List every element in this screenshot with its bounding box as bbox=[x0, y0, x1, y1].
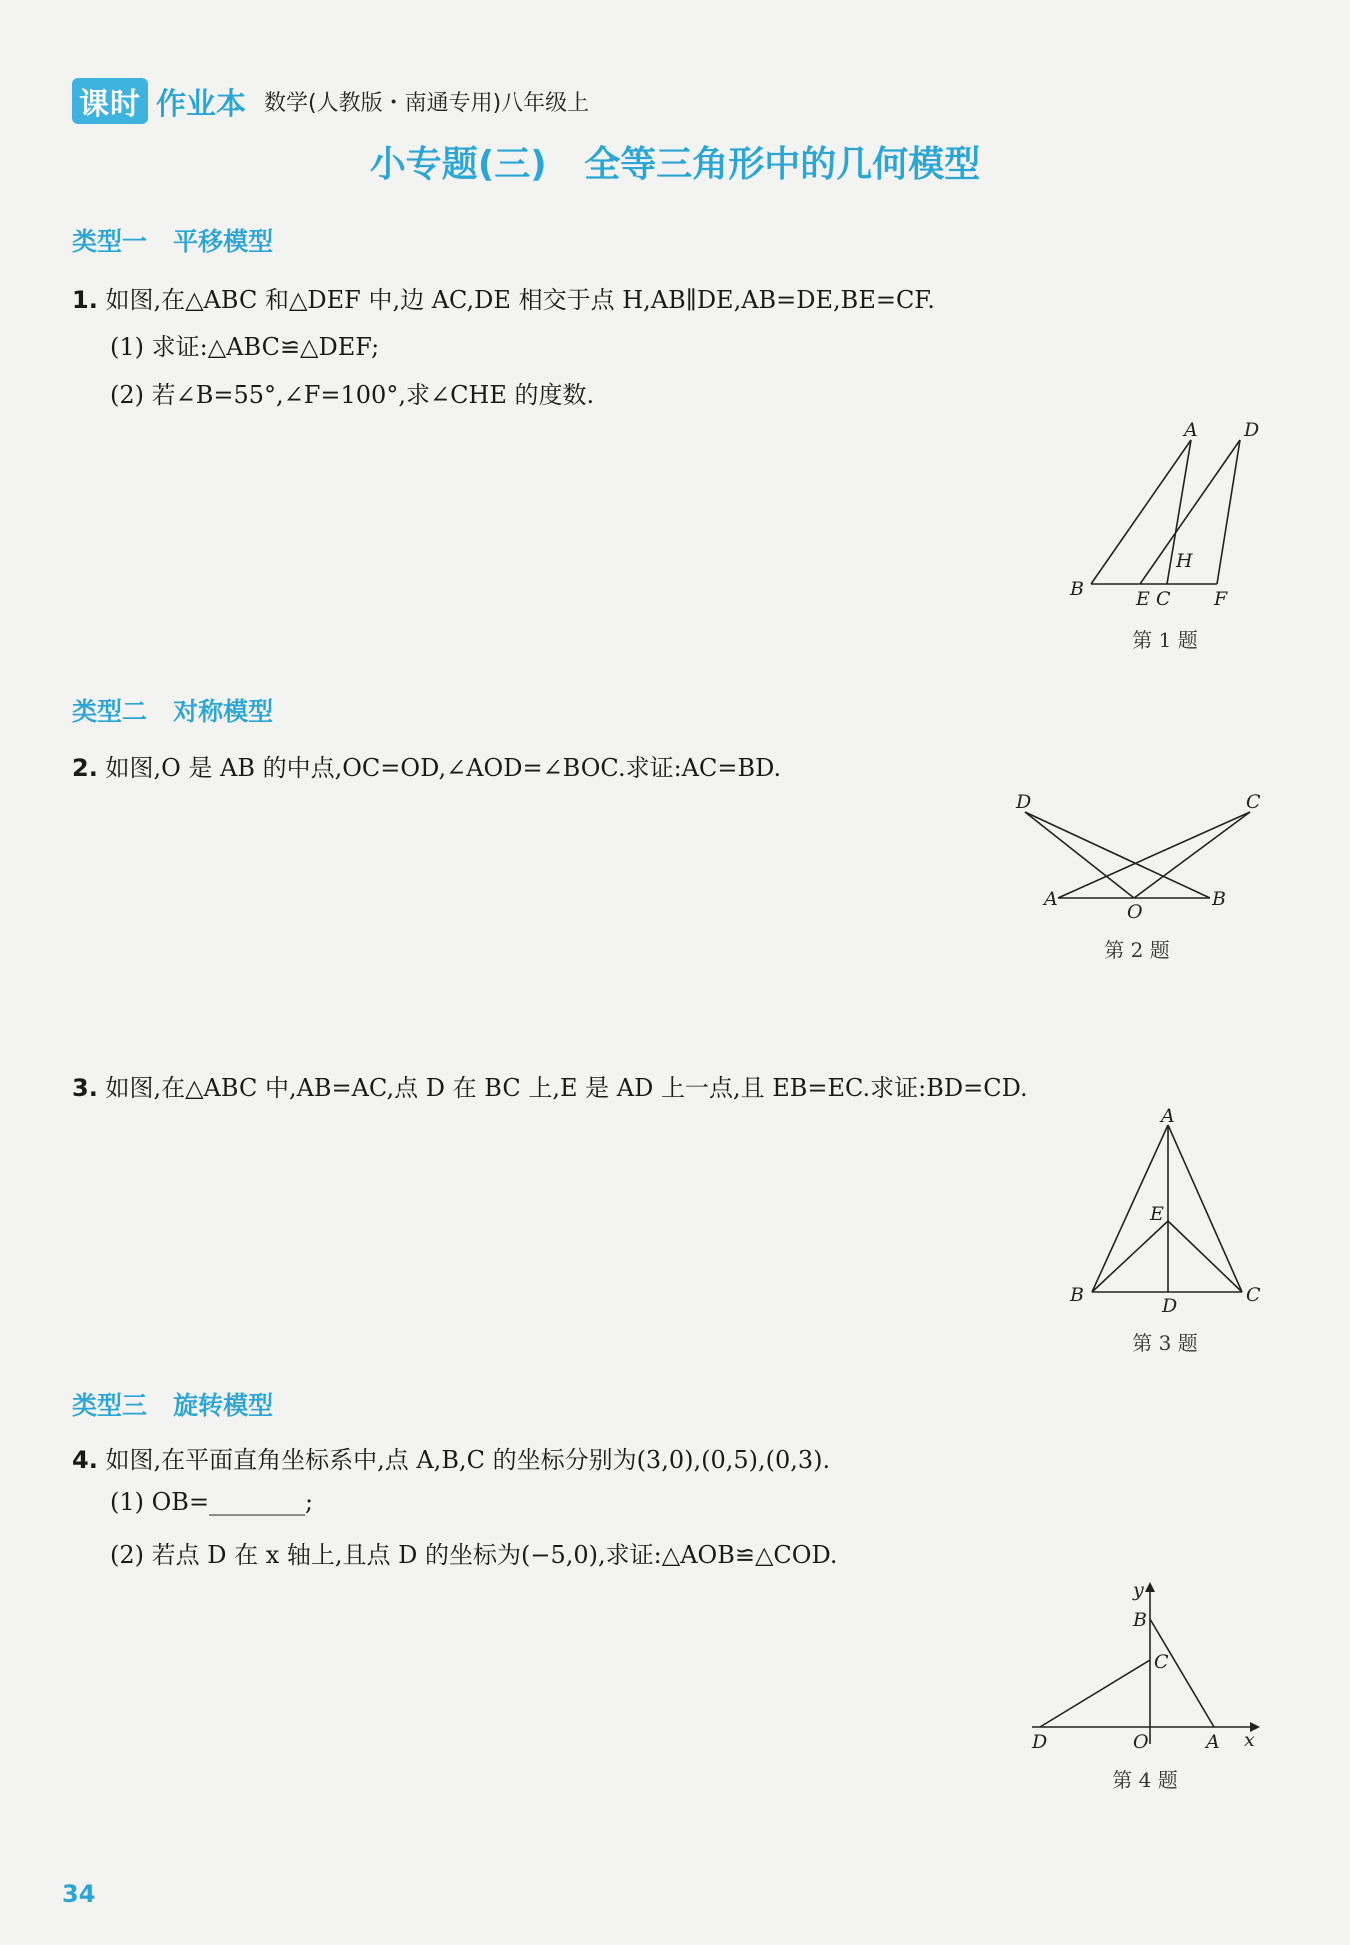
label-o: O bbox=[1127, 901, 1143, 923]
label-c: C bbox=[1246, 1284, 1261, 1306]
problem-1-text: 如图,在△ABC 和△DEF 中,边 AC,DE 相交于点 H,AB∥DE,AB=DE,BE=CF. bbox=[105, 286, 935, 314]
series-logo: 课时 bbox=[72, 78, 148, 124]
problem-2-number: 2. bbox=[72, 754, 98, 782]
label-a: A bbox=[1206, 1731, 1220, 1753]
problem-4-statement bbox=[72, 1440, 830, 1475]
label-c: C bbox=[1156, 588, 1171, 610]
segment-cb bbox=[1058, 812, 1250, 898]
problem-2-figure bbox=[1010, 790, 1270, 930]
problem-3-number: 3. bbox=[72, 1074, 98, 1102]
label-c: C bbox=[1246, 791, 1261, 813]
book-header bbox=[72, 78, 589, 124]
problem-2-text: 如图,O 是 AB 的中点,OC=OD,∠AOD=∠BOC.求证:AC=BD. bbox=[105, 754, 782, 782]
segment-co bbox=[1134, 812, 1250, 898]
problem-4-caption: 第 4 题 bbox=[1112, 1768, 1178, 1792]
problem-1-caption: 第 1 题 bbox=[1132, 628, 1198, 652]
segment-df bbox=[1217, 440, 1240, 584]
problem-1-figure bbox=[1060, 415, 1290, 610]
problem-3-text: 如图,在△ABC 中,AB=AC,点 D 在 BC 上,E 是 AD 上一点,且 EB=EC.求证:BD=CD. bbox=[105, 1074, 1028, 1102]
label-a: A bbox=[1184, 419, 1198, 441]
problem-1-part-2: (2) 若∠B=55°,∠F=100°,求∠CHE 的度数. bbox=[110, 381, 595, 409]
series-brand: 作业本 bbox=[156, 87, 246, 122]
problem-2-caption: 第 2 题 bbox=[1104, 938, 1170, 962]
segment-ec bbox=[1168, 1221, 1242, 1292]
problem-3-statement bbox=[72, 1068, 1028, 1103]
label-c: C bbox=[1154, 1651, 1169, 1673]
label-b: B bbox=[1070, 1284, 1084, 1306]
problem-4-part-2: (2) 若点 D 在 x 轴上,且点 D 的坐标为(−5,0),求证:△AOB≌△COD. bbox=[110, 1541, 838, 1569]
label-y: y bbox=[1133, 1579, 1144, 1601]
label-b: B bbox=[1070, 578, 1084, 600]
label-d: D bbox=[1016, 791, 1032, 813]
problem-3-caption: 第 3 题 bbox=[1132, 1331, 1198, 1355]
book-subject: 数学(人教版・南通专用)八年级上 bbox=[264, 90, 590, 116]
segment-eb bbox=[1092, 1221, 1168, 1292]
problem-4-text: 如图,在平面直角坐标系中,点 A,B,C 的坐标分别为(3,0),(0,5),(0,3). bbox=[105, 1446, 831, 1474]
problem-2-statement bbox=[72, 748, 781, 783]
label-d: D bbox=[1244, 419, 1260, 441]
section-symmetry-heading: 类型二 对称模型 bbox=[72, 697, 274, 726]
label-e: E bbox=[1150, 1203, 1164, 1225]
y-axis-arrow bbox=[1145, 1582, 1155, 1592]
page-number: 34 bbox=[62, 1880, 96, 1908]
label-d: D bbox=[1032, 1731, 1048, 1753]
label-f: F bbox=[1214, 588, 1228, 610]
problem-4-figure bbox=[1020, 1576, 1270, 1756]
label-x: x bbox=[1244, 1729, 1255, 1751]
segment-cd bbox=[1040, 1660, 1150, 1727]
label-o: O bbox=[1133, 1731, 1149, 1753]
label-a: A bbox=[1161, 1108, 1175, 1127]
segment-ba bbox=[1150, 1619, 1214, 1727]
problem-1-statement bbox=[72, 280, 935, 315]
label-a: A bbox=[1044, 888, 1058, 910]
section-translation-heading: 类型一 平移模型 bbox=[72, 227, 274, 256]
label-e: E bbox=[1136, 588, 1150, 610]
problem-1-number: 1. bbox=[72, 286, 98, 314]
problem-4-part-1: (1) OB=________; bbox=[110, 1488, 314, 1516]
page-title: 小专题(三) 全等三角形中的几何模型 bbox=[369, 144, 981, 185]
label-b: B bbox=[1212, 888, 1226, 910]
problem-4-number: 4. bbox=[72, 1446, 98, 1474]
label-h: H bbox=[1176, 550, 1193, 572]
problem-1-part-1: (1) 求证:△ABC≌△DEF; bbox=[110, 333, 380, 361]
label-d: D bbox=[1162, 1295, 1178, 1317]
segment-ac bbox=[1168, 1125, 1242, 1292]
label-b: B bbox=[1133, 1609, 1147, 1631]
problem-3-figure bbox=[1060, 1108, 1270, 1318]
section-rotation-heading: 类型三 旋转模型 bbox=[72, 1391, 274, 1420]
